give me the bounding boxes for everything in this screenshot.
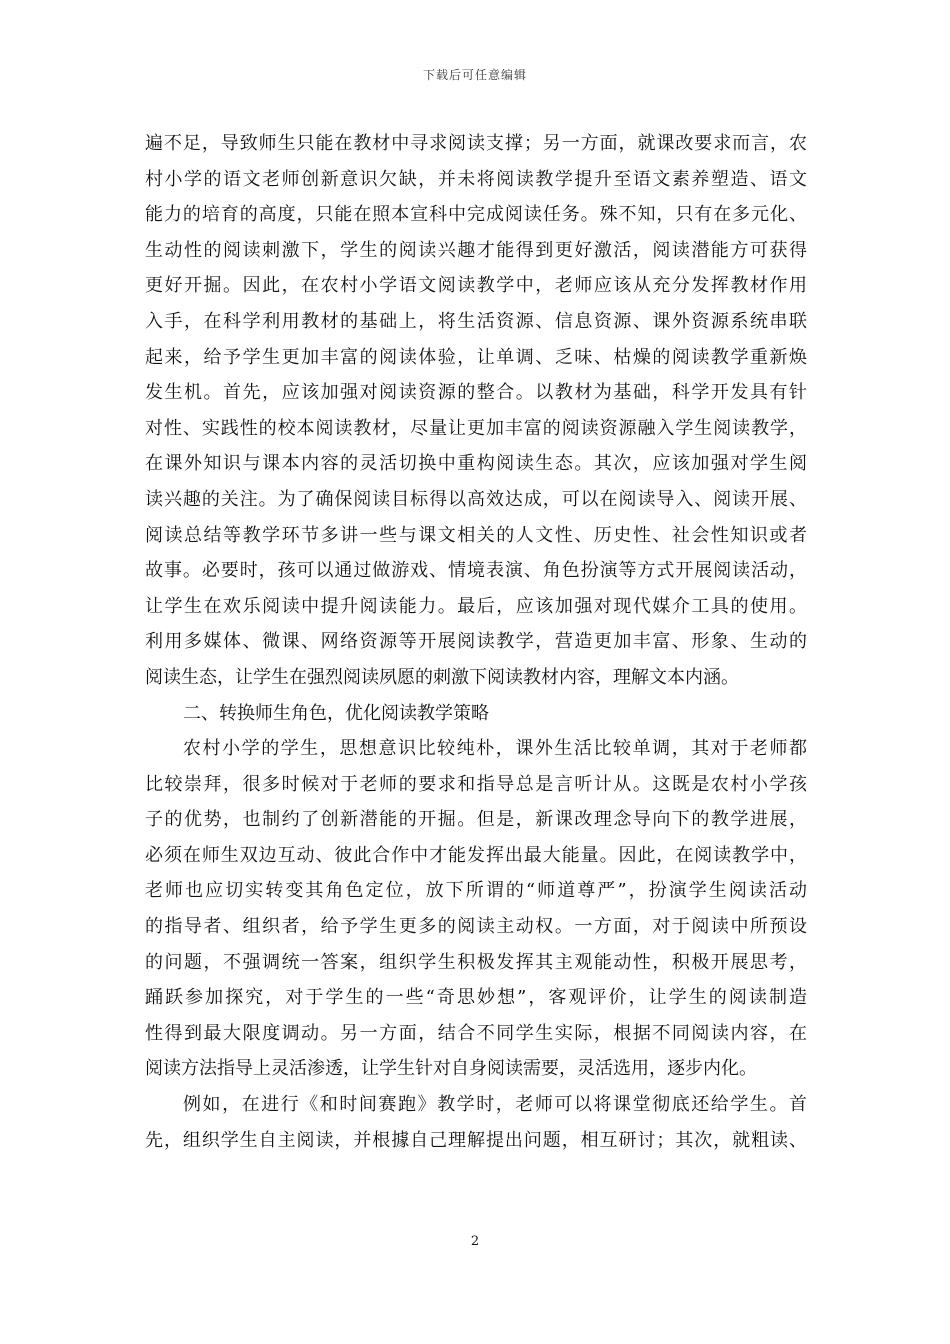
text-line: 老师也应切实转变其角色定位，放下所谓的“师道尊严”，扮演学生阅读活动 bbox=[145, 880, 807, 902]
text-line: 阅读生态，让学生在强烈阅读夙愿的刺激下阅读教材内容，理解文本内涵。 bbox=[145, 666, 739, 688]
text-line: 比较崇拜，很多时候对于老师的要求和指导总是言听计从。这既是农村小学孩 bbox=[145, 773, 807, 795]
text-line: 性得到最大限度调动。另一方面，结合不同学生实际，根据不同阅读内容，在 bbox=[145, 1022, 807, 1044]
text-line: 让学生在欢乐阅读中提升阅读能力。最后，应该加强对现代媒介工具的使用。 bbox=[145, 595, 807, 617]
text-line: 例如，在进行《和时间赛跑》教学时，老师可以将课堂彻底还给学生。首 bbox=[183, 1094, 807, 1116]
text-line: 起来，给予学生更加丰富的阅读体验，让单调、乏味、枯燥的阅读教学重新焕 bbox=[145, 346, 807, 368]
document-body bbox=[145, 126, 807, 1158]
text-line: 更好开掘。因此，在农村小学语文阅读教学中，老师应该从充分发挥教材作用 bbox=[145, 275, 807, 297]
text-line: 读兴趣的关注。为了确保阅读目标得以高效达成，可以在阅读导入、阅读开展、 bbox=[145, 488, 807, 510]
text-line: 利用多媒体、微课、网络资源等开展阅读教学，营造更加丰富、形象、生动的 bbox=[145, 631, 807, 653]
text-line: 村小学的语文老师创新意识欠缺，并未将阅读教学提升至语文素养塑造、语文 bbox=[145, 168, 807, 190]
text-line: 发生机。首先，应该加强对阅读资源的整合。以教材为基础，科学开发具有针 bbox=[145, 382, 807, 404]
section-heading: 二、转换师生角色，优化阅读教学策略 bbox=[183, 702, 489, 724]
page-header: 下载后可任意编辑 bbox=[422, 68, 527, 82]
text-line: 阅读方法指导上灵活渗透，让学生针对自身阅读需要，灵活选用，逐步内化。 bbox=[145, 1058, 757, 1080]
text-line: 对性、实践性的校本阅读教材，尽量让更加丰富的阅读资源融入学生阅读教学， bbox=[145, 417, 807, 439]
text-line: 先，组织学生自主阅读，并根據自己理解提出问题，相互研讨；其次，就粗读、 bbox=[145, 1129, 807, 1151]
text-line: 遍不足，导致师生只能在教材中寻求阅读支撑；另一方面，就课改要求而言，农 bbox=[145, 133, 807, 154]
text-line: 入手，在科学利用教材的基础上，将生活资源、信息资源、课外资源系统串联 bbox=[145, 310, 807, 332]
text-line: 必须在师生双边互动、彼此合作中才能发挥出最大能量。因此，在阅读教学中， bbox=[145, 844, 807, 866]
text-line: 阅读总结等教学环节多讲一些与课文相关的人文性、历史性、社会性知识或者 bbox=[145, 524, 807, 546]
text-line: 的指导者、组织者，给予学生更多的阅读主动权。一方面，对于阅读中所预设 bbox=[145, 916, 807, 938]
text-line: 在课外知识与课本内容的灵活切换中重构阅读生态。其次，应该加强对学生阅 bbox=[145, 453, 807, 475]
text-line: 的问题，不强调统一答案，组织学生积极发挥其主观能动性，积极开展思考， bbox=[145, 951, 807, 973]
text-line: 子的优势，也制约了创新潜能的开掘。但是，新课改理念导向下的教学进展， bbox=[145, 809, 807, 831]
text-line: 生动性的阅读刺激下，学生的阅读兴趣才能得到更好激活，阅读潜能方可获得 bbox=[145, 239, 807, 261]
text-line: 故事。必要时，孩可以通过做游戏、情境表演、角色扮演等方式开展阅读活动， bbox=[145, 560, 807, 582]
text-line: 踊跃参加探究，对于学生的一些“奇思妙想”，客观评价，让学生的阅读制造 bbox=[145, 987, 807, 1009]
page-number: 2 bbox=[470, 1234, 480, 1249]
text-line: 农村小学的学生，思想意识比较纯朴，课外生活比较单调，其对于老师都 bbox=[183, 738, 807, 760]
text-line: 能力的培育的高度，只能在照本宣科中完成阅读任务。殊不知，只有在多元化、 bbox=[145, 204, 807, 226]
